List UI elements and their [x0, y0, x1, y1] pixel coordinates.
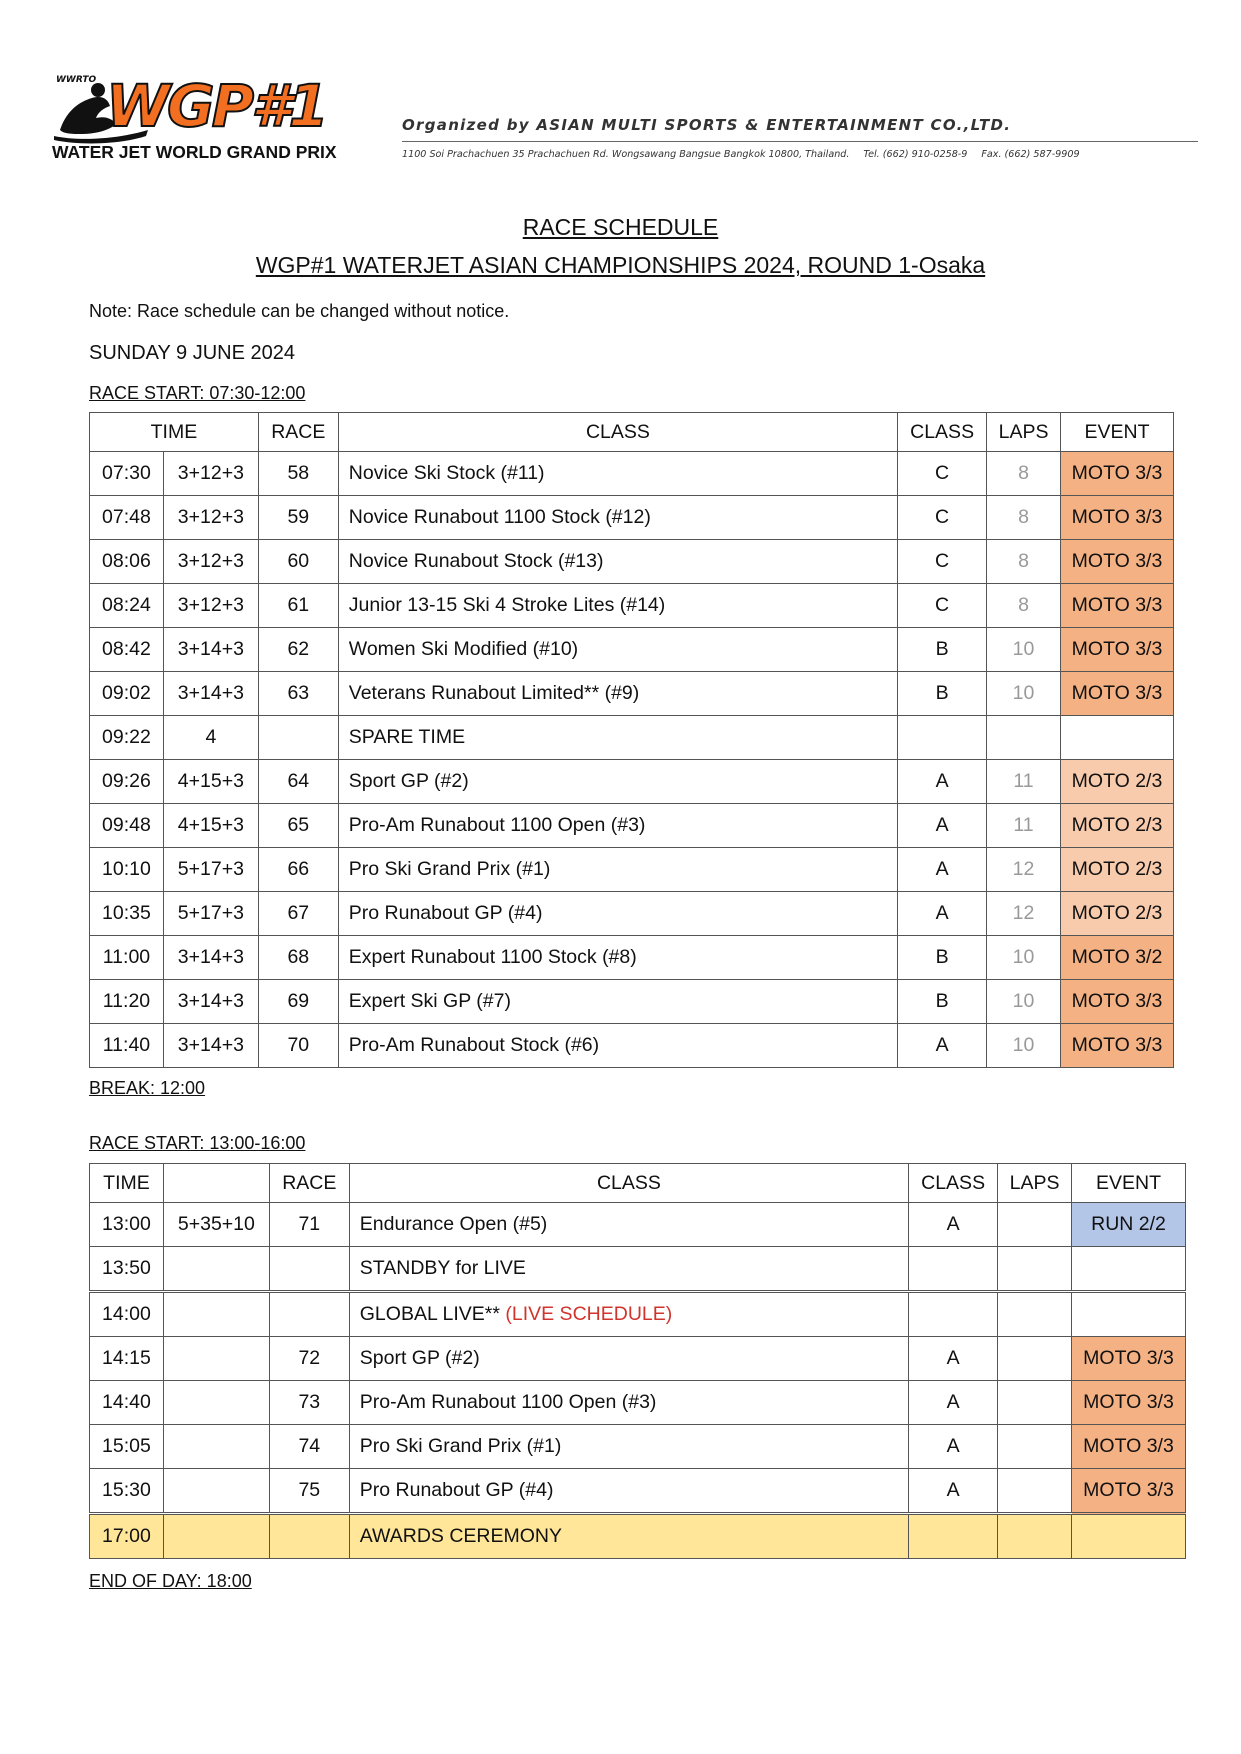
class-cell: [338, 672, 897, 716]
class-name: Novice Runabout 1100 Stock (#12): [348, 506, 651, 528]
race-number-cell: 58: [258, 452, 338, 496]
race-number-cell: 64: [258, 760, 338, 804]
time-cell: 09:22: [90, 716, 164, 760]
laps-cell: 11: [987, 760, 1061, 804]
race-number-cell: 63: [258, 672, 338, 716]
end-of-day-label: END OF DAY: 18:00: [89, 1571, 252, 1591]
event-cell: MOTO 3/3: [1061, 584, 1174, 628]
class-grade-cell: A: [898, 804, 987, 848]
organizer-address: [402, 149, 1198, 160]
table-row: [90, 848, 1174, 892]
class-name: SPARE TIME: [348, 726, 466, 748]
time-cell: 09:26: [90, 760, 164, 804]
format-cell: [163, 1514, 269, 1559]
class-grade-cell: A: [909, 1469, 998, 1514]
table-row: [90, 892, 1174, 936]
class-name: Pro-Am Runabout 1100 Open (#3): [348, 814, 646, 836]
time-cell: 13:00: [90, 1203, 164, 1247]
race-number-cell: 59: [258, 496, 338, 540]
race-number-cell: [258, 716, 338, 760]
time-cell: 07:48: [90, 496, 164, 540]
event-cell: [1061, 716, 1174, 760]
event-cell: MOTO 2/3: [1061, 760, 1174, 804]
class-grade-cell: B: [898, 672, 987, 716]
class-grade-cell: B: [898, 628, 987, 672]
time-column-header: TIME: [90, 413, 259, 452]
class-grade-column-header: CLASS: [898, 413, 987, 452]
class-name: Women Ski Modified (#10): [348, 638, 579, 660]
race-number-cell: 70: [258, 1024, 338, 1068]
class-name: AWARDS CEREMONY: [359, 1525, 563, 1547]
svg-text:WGP#1: WGP#1: [106, 72, 326, 140]
class-cell: [338, 716, 897, 760]
class-cell: [338, 936, 897, 980]
event-cell: MOTO 3/3: [1061, 452, 1174, 496]
laps-cell: [998, 1469, 1072, 1514]
class-cell: [338, 540, 897, 584]
class-cell: [349, 1425, 908, 1469]
class-grade-cell: A: [898, 892, 987, 936]
event-cell: MOTO 3/3: [1072, 1381, 1186, 1425]
format-cell: 3+14+3: [163, 936, 258, 980]
format-cell: 3+12+3: [163, 540, 258, 584]
laps-cell: 8: [987, 452, 1061, 496]
race-number-cell: 66: [258, 848, 338, 892]
laps-cell: [998, 1514, 1072, 1559]
format-column-header: [163, 1164, 269, 1203]
time-cell: 14:40: [90, 1381, 164, 1425]
format-cell: 3+12+3: [163, 496, 258, 540]
event-cell: MOTO 3/3: [1061, 628, 1174, 672]
class-cell: [338, 496, 897, 540]
event-cell: [1072, 1247, 1186, 1292]
class-cell: [349, 1247, 908, 1292]
class-grade-cell: A: [909, 1425, 998, 1469]
format-cell: 5+17+3: [163, 892, 258, 936]
laps-cell: [998, 1247, 1072, 1292]
class-name: Expert Ski GP (#7): [348, 990, 511, 1012]
table-row: [90, 1292, 1186, 1337]
laps-cell: 12: [987, 892, 1061, 936]
organizer-name: Organized by ASIAN MULTI SPORTS & ENTERTAINMENT CO.,LTD.: [402, 116, 1198, 142]
table-row: [90, 1425, 1186, 1469]
laps-cell: 8: [987, 540, 1061, 584]
event-column-header: EVENT: [1072, 1164, 1186, 1203]
class-name: STANDBY for LIVE: [359, 1257, 526, 1279]
event-cell: [1072, 1514, 1186, 1559]
class-name: Pro-Am Runabout 1100 Open (#3): [359, 1391, 657, 1413]
time-cell: 15:05: [90, 1425, 164, 1469]
table-header-row: [90, 1164, 1186, 1203]
event-cell: RUN 2/2: [1072, 1203, 1186, 1247]
table-row: [90, 1203, 1186, 1247]
table-row: [90, 540, 1174, 584]
time-cell: 11:40: [90, 1024, 164, 1068]
race-number-cell: 69: [258, 980, 338, 1024]
event-logo: [52, 72, 384, 162]
session2-table: [89, 1163, 1186, 1559]
table-header-row: [90, 413, 1174, 452]
time-cell: 09:48: [90, 804, 164, 848]
class-grade-cell: [909, 1514, 998, 1559]
session1-table: [89, 412, 1174, 1068]
format-cell: [163, 1425, 269, 1469]
time-cell: 09:02: [90, 672, 164, 716]
time-cell: 11:20: [90, 980, 164, 1024]
table-row: [90, 936, 1174, 980]
table-row: [90, 1024, 1174, 1068]
class-name: Pro Ski Grand Prix (#1): [359, 1435, 562, 1457]
table-row: [90, 760, 1174, 804]
class-cell: [338, 892, 897, 936]
race-number-cell: 72: [269, 1337, 349, 1381]
class-cell: [349, 1292, 908, 1337]
schedule-note: Note: Race schedule can be changed without notice.: [89, 301, 510, 321]
class-grade-cell: [898, 716, 987, 760]
format-cell: [163, 1292, 269, 1337]
time-cell: 17:00: [90, 1514, 164, 1559]
event-cell: MOTO 2/3: [1061, 892, 1174, 936]
laps-cell: [998, 1381, 1072, 1425]
class-name: Sport GP (#2): [359, 1347, 480, 1369]
race-number-cell: 61: [258, 584, 338, 628]
class-cell: [349, 1381, 908, 1425]
format-cell: [163, 1337, 269, 1381]
svg-text:WATER JET WORLD GRAND PRIX: WATER JET WORLD GRAND PRIX: [52, 142, 337, 162]
laps-column-header: LAPS: [987, 413, 1061, 452]
race-column-header: RACE: [269, 1164, 349, 1203]
format-cell: 5+35+10: [163, 1203, 269, 1247]
laps-cell: 10: [987, 628, 1061, 672]
session2-heading: RACE START: 13:00-16:00: [89, 1133, 306, 1153]
event-cell: MOTO 3/3: [1072, 1337, 1186, 1381]
time-cell: 13:50: [90, 1247, 164, 1292]
format-cell: 3+12+3: [163, 584, 258, 628]
class-name: Novice Ski Stock (#11): [348, 462, 545, 484]
format-cell: [163, 1469, 269, 1514]
laps-cell: [998, 1337, 1072, 1381]
table-row: [90, 672, 1174, 716]
time-cell: 08:06: [90, 540, 164, 584]
laps-cell: 10: [987, 980, 1061, 1024]
class-grade-cell: A: [909, 1381, 998, 1425]
class-cell: [349, 1469, 908, 1514]
class-grade-cell: A: [898, 848, 987, 892]
class-grade-cell: [909, 1292, 998, 1337]
session1-heading: RACE START: 07:30-12:00: [89, 383, 306, 403]
format-cell: 3+12+3: [163, 452, 258, 496]
laps-cell: 8: [987, 496, 1061, 540]
race-day: SUNDAY 9 JUNE 2024: [89, 342, 296, 364]
table-row: [90, 1514, 1186, 1559]
race-number-cell: 75: [269, 1469, 349, 1514]
time-cell: 15:30: [90, 1469, 164, 1514]
class-cell: [349, 1203, 908, 1247]
table-row: [90, 628, 1174, 672]
time-cell: 11:00: [90, 936, 164, 980]
class-name: GLOBAL LIVE**: [359, 1303, 500, 1325]
format-cell: 4+15+3: [163, 804, 258, 848]
jet-ski-rider-icon: [52, 72, 384, 162]
class-column-header: CLASS: [349, 1164, 908, 1203]
laps-cell: [987, 716, 1061, 760]
laps-cell: 11: [987, 804, 1061, 848]
class-grade-cell: B: [898, 980, 987, 1024]
format-cell: 3+14+3: [163, 980, 258, 1024]
class-name: Pro Ski Grand Prix (#1): [348, 858, 551, 880]
fax: Fax. (662) 587-9909: [981, 149, 1080, 160]
organizer-block: [402, 116, 1198, 160]
laps-cell: [998, 1425, 1072, 1469]
race-number-cell: 62: [258, 628, 338, 672]
class-grade-cell: C: [898, 540, 987, 584]
class-name: Sport GP (#2): [348, 770, 469, 792]
event-cell: MOTO 3/3: [1072, 1469, 1186, 1514]
class-name: Pro-Am Runabout Stock (#6): [348, 1034, 600, 1056]
event-cell: MOTO 3/3: [1061, 496, 1174, 540]
laps-column-header: LAPS: [998, 1164, 1072, 1203]
class-grade-column-header: CLASS: [909, 1164, 998, 1203]
event-cell: MOTO 2/3: [1061, 848, 1174, 892]
class-grade-cell: [909, 1247, 998, 1292]
laps-cell: 10: [987, 936, 1061, 980]
live-schedule-note: (LIVE SCHEDULE): [505, 1303, 673, 1325]
format-cell: 5+17+3: [163, 848, 258, 892]
class-name: Veterans Runabout Limited** (#9): [348, 682, 640, 704]
format-cell: [163, 1381, 269, 1425]
time-cell: 08:42: [90, 628, 164, 672]
time-cell: 08:24: [90, 584, 164, 628]
address: 1100 Soi Prachachuen 35 Prachachuen Rd. Wongsawang Bangsue Bangkok 10800, Thailand.: [402, 149, 850, 160]
race-number-cell: 60: [258, 540, 338, 584]
class-name: Novice Runabout Stock (#13): [348, 550, 604, 572]
event-cell: MOTO 3/3: [1061, 1024, 1174, 1068]
class-grade-cell: C: [898, 452, 987, 496]
format-cell: 4+15+3: [163, 760, 258, 804]
event-cell: MOTO 3/3: [1061, 540, 1174, 584]
table-row: [90, 452, 1174, 496]
time-cell: 07:30: [90, 452, 164, 496]
class-cell: [349, 1514, 908, 1559]
race-number-cell: 67: [258, 892, 338, 936]
race-number-cell: [269, 1514, 349, 1559]
table-row: [90, 716, 1174, 760]
event-cell: MOTO 3/2: [1061, 936, 1174, 980]
laps-cell: 8: [987, 584, 1061, 628]
format-cell: 3+14+3: [163, 628, 258, 672]
class-grade-cell: A: [909, 1203, 998, 1247]
class-cell: [338, 628, 897, 672]
race-number-cell: 68: [258, 936, 338, 980]
class-cell: [338, 804, 897, 848]
schedule-title: RACE SCHEDULE: [522, 214, 719, 240]
class-cell: [349, 1337, 908, 1381]
format-cell: 3+14+3: [163, 672, 258, 716]
class-grade-cell: A: [909, 1337, 998, 1381]
table-row: [90, 1337, 1186, 1381]
telephone: Tel. (662) 910-0258-9: [863, 149, 968, 160]
race-number-cell: 71: [269, 1203, 349, 1247]
laps-cell: [998, 1203, 1072, 1247]
table-row: [90, 1469, 1186, 1514]
class-cell: [338, 1024, 897, 1068]
race-column-header: RACE: [258, 413, 338, 452]
race-number-cell: [269, 1292, 349, 1337]
class-grade-cell: B: [898, 936, 987, 980]
class-cell: [338, 452, 897, 496]
championship-title: WGP#1 WATERJET ASIAN CHAMPIONSHIPS 2024, ROUND 1-Osaka: [255, 252, 986, 278]
event-cell: MOTO 2/3: [1061, 804, 1174, 848]
event-column-header: EVENT: [1061, 413, 1174, 452]
laps-cell: [998, 1292, 1072, 1337]
table-row: [90, 1381, 1186, 1425]
time-column-header: TIME: [90, 1164, 164, 1203]
break-label: BREAK: 12:00: [89, 1078, 206, 1098]
class-grade-cell: A: [898, 1024, 987, 1068]
race-number-cell: 74: [269, 1425, 349, 1469]
event-cell: MOTO 3/3: [1061, 672, 1174, 716]
class-grade-cell: C: [898, 584, 987, 628]
class-cell: [338, 760, 897, 804]
event-cell: MOTO 3/3: [1061, 980, 1174, 1024]
format-cell: 4: [163, 716, 258, 760]
class-grade-cell: C: [898, 496, 987, 540]
format-cell: 3+14+3: [163, 1024, 258, 1068]
table-row: [90, 980, 1174, 1024]
svg-text:WWRTO: WWRTO: [56, 75, 97, 85]
class-name: Pro Runabout GP (#4): [348, 902, 543, 924]
laps-cell: 12: [987, 848, 1061, 892]
time-cell: 14:00: [90, 1292, 164, 1337]
table-row: [90, 804, 1174, 848]
class-name: Endurance Open (#5): [359, 1213, 548, 1235]
laps-cell: 10: [987, 1024, 1061, 1068]
table-row: [90, 1247, 1186, 1292]
format-cell: [163, 1247, 269, 1292]
class-cell: [338, 848, 897, 892]
class-cell: [338, 980, 897, 1024]
table-row: [90, 496, 1174, 540]
class-name: Junior 13-15 Ski 4 Stroke Lites (#14): [348, 594, 666, 616]
time-cell: 14:15: [90, 1337, 164, 1381]
class-grade-cell: A: [898, 760, 987, 804]
class-name: Pro Runabout GP (#4): [359, 1479, 554, 1501]
time-cell: 10:35: [90, 892, 164, 936]
class-cell: [338, 584, 897, 628]
event-cell: MOTO 3/3: [1072, 1425, 1186, 1469]
race-number-cell: 65: [258, 804, 338, 848]
table-row: [90, 584, 1174, 628]
event-cell: [1072, 1292, 1186, 1337]
class-column-header: CLASS: [338, 413, 897, 452]
laps-cell: 10: [987, 672, 1061, 716]
race-number-cell: [269, 1247, 349, 1292]
class-name: Expert Runabout 1100 Stock (#8): [348, 946, 637, 968]
race-number-cell: 73: [269, 1381, 349, 1425]
time-cell: 10:10: [90, 848, 164, 892]
